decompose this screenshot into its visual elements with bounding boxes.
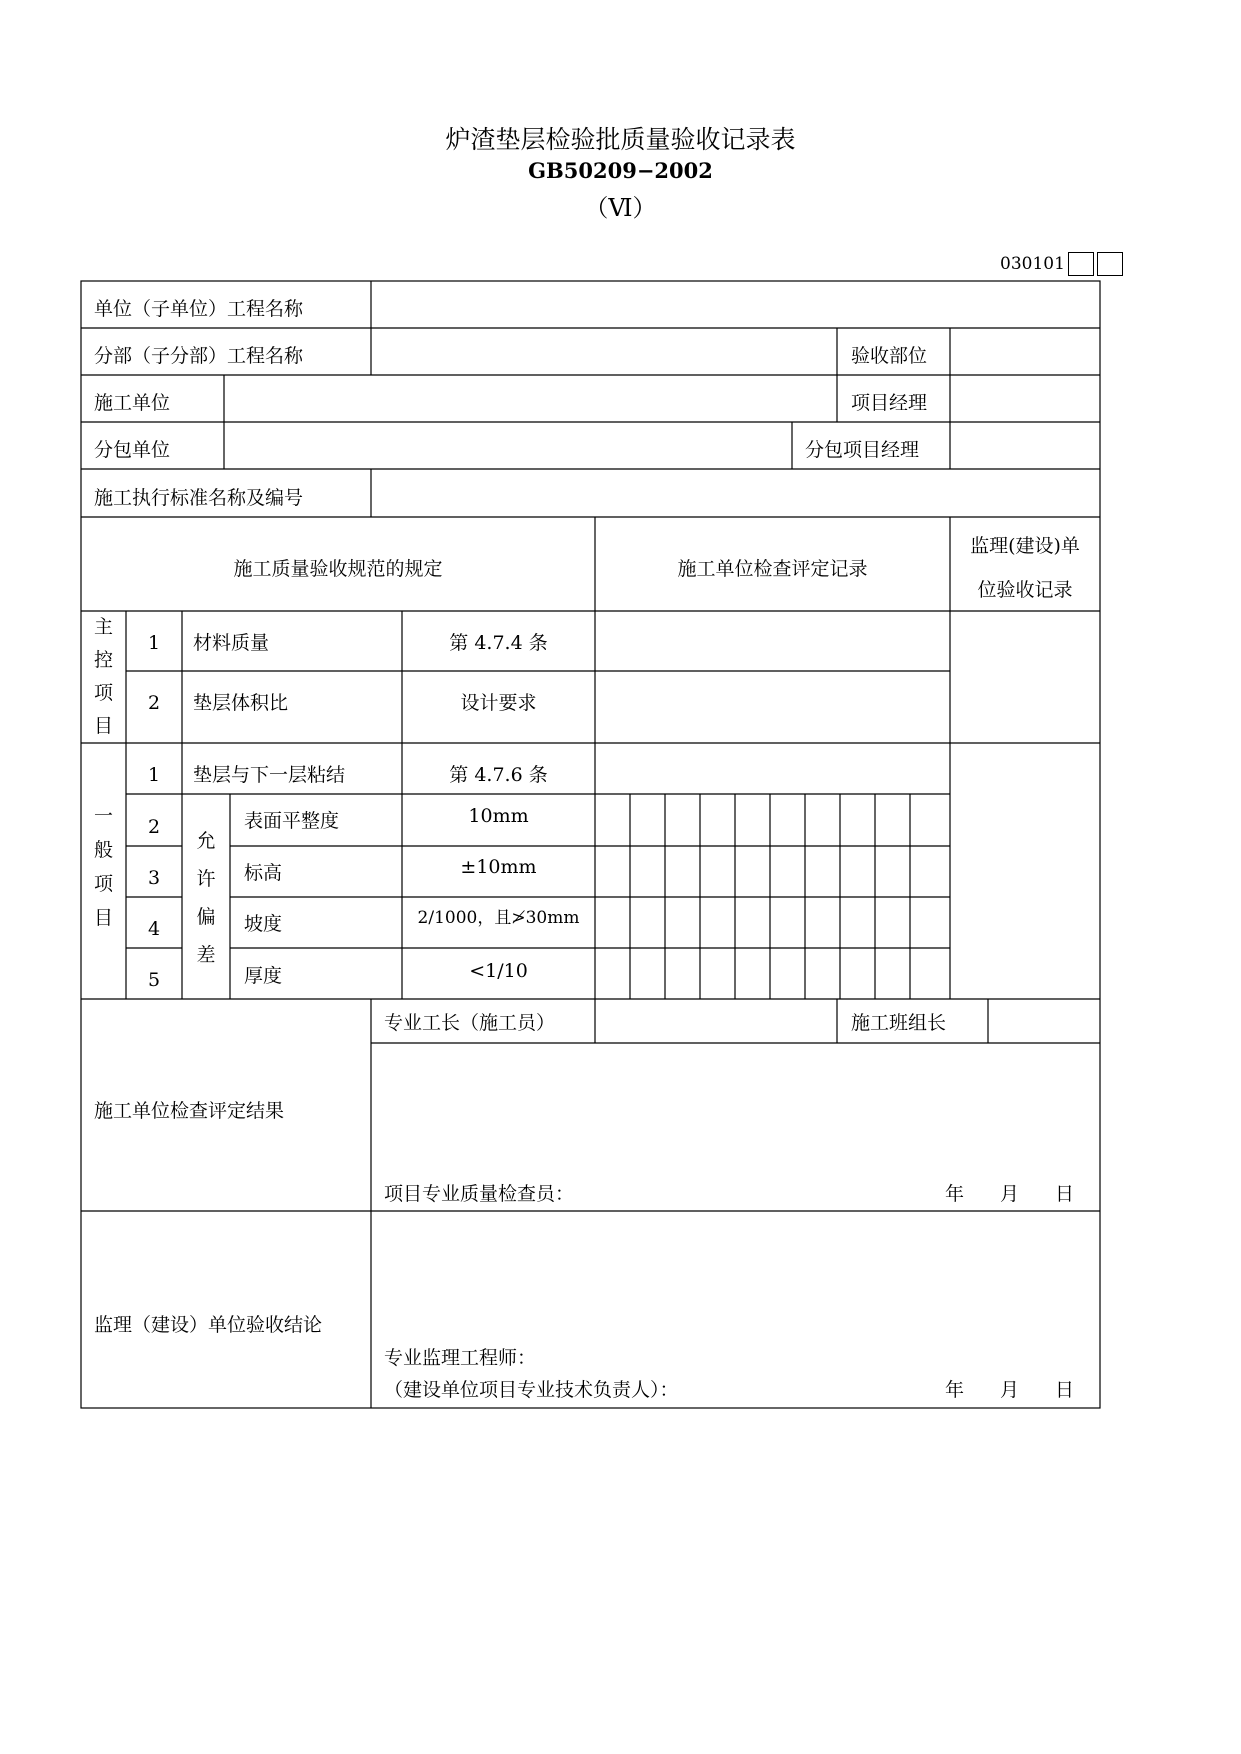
allow-deviation-char: 差 <box>196 944 216 966</box>
date-month: 月 <box>1000 1379 1020 1401</box>
spec-column-header: 施工质量验收规范的规定 <box>233 558 443 580</box>
check-record-column-header: 施工单位检查评定记录 <box>677 558 868 580</box>
quality-inspector-label: 项目专业质量检查员： <box>384 1183 575 1205</box>
project-manager-label: 项目经理 <box>851 392 928 414</box>
item-number: 4 <box>147 918 161 940</box>
item-name: 垫层与下一层粘结 <box>193 764 346 786</box>
item-number: 5 <box>147 969 161 991</box>
item-number: 3 <box>147 867 161 889</box>
supervision-conclusion-label: 监理（建设）单位验收结论 <box>94 1314 323 1336</box>
contractor-label: 施工单位 <box>94 392 171 414</box>
item-requirement: ±10mm <box>460 856 537 878</box>
item-requirement: <1/10 <box>469 960 528 982</box>
item-name: 材料质量 <box>193 632 270 654</box>
supervision-header-line2: 位验收记录 <box>977 579 1073 601</box>
main-control-char: 主 <box>93 616 113 638</box>
supervision-header-line1: 监理(建设)单 <box>970 535 1080 557</box>
general-char: 般 <box>93 839 113 861</box>
item-number: 2 <box>147 692 161 714</box>
main-control-char: 目 <box>93 715 113 737</box>
item-number: 1 <box>147 764 161 786</box>
date-month: 月 <box>1000 1183 1020 1205</box>
date-day: 日 <box>1055 1379 1075 1401</box>
table-border <box>81 281 1100 1408</box>
unit-project-label: 单位（子单位）工程名称 <box>94 298 304 320</box>
general-char: 一 <box>93 805 113 827</box>
general-char: 项 <box>93 873 113 895</box>
item-name: 表面平整度 <box>244 810 340 832</box>
date-day: 日 <box>1055 1183 1075 1205</box>
foreman-label: 专业工长（施工员） <box>384 1012 556 1034</box>
item-name: 标高 <box>244 862 283 884</box>
standard-name-label: 施工执行标准名称及编号 <box>94 487 304 509</box>
item-name: 厚度 <box>244 965 283 987</box>
owner-technical-lead-label: （建设单位项目专业技术负责人）： <box>384 1379 679 1401</box>
item-requirement: 2/1000，且≯30mm <box>417 908 580 928</box>
item-requirement: 设计要求 <box>460 692 537 714</box>
supervision-engineer-label: 专业监理工程师： <box>384 1347 537 1369</box>
item-requirement: 10mm <box>468 805 529 827</box>
allow-deviation-char: 偏 <box>196 906 216 928</box>
allow-deviation-char: 允 <box>196 830 216 852</box>
standard-code: GB50209−2002 <box>528 158 713 183</box>
subcontractor-label: 分包单位 <box>94 439 171 461</box>
item-requirement: 第 4.7.6 条 <box>449 764 548 786</box>
main-control-char: 项 <box>93 682 113 704</box>
date-year: 年 <box>945 1379 965 1401</box>
form-code-number: 030101 <box>1000 254 1065 274</box>
date-year: 年 <box>945 1183 965 1205</box>
item-name: 坡度 <box>244 913 283 935</box>
item-number: 1 <box>147 632 161 654</box>
check-result-label: 施工单位检查评定结果 <box>94 1100 285 1122</box>
item-requirement: 第 4.7.4 条 <box>449 632 548 654</box>
team-leader-label: 施工班组长 <box>851 1012 947 1034</box>
sub-project-manager-label: 分包项目经理 <box>805 439 920 461</box>
form-title: 炉渣垫层检验批质量验收记录表 <box>445 125 796 154</box>
form-volume: （Ⅵ） <box>584 194 657 222</box>
item-number: 2 <box>147 816 161 838</box>
sub-project-label: 分部（子分部）工程名称 <box>94 345 304 367</box>
general-char: 目 <box>93 907 113 929</box>
allow-deviation-char: 许 <box>196 868 216 890</box>
main-control-char: 控 <box>93 649 113 671</box>
accept-part-label: 验收部位 <box>851 345 928 367</box>
item-name: 垫层体积比 <box>193 692 289 714</box>
